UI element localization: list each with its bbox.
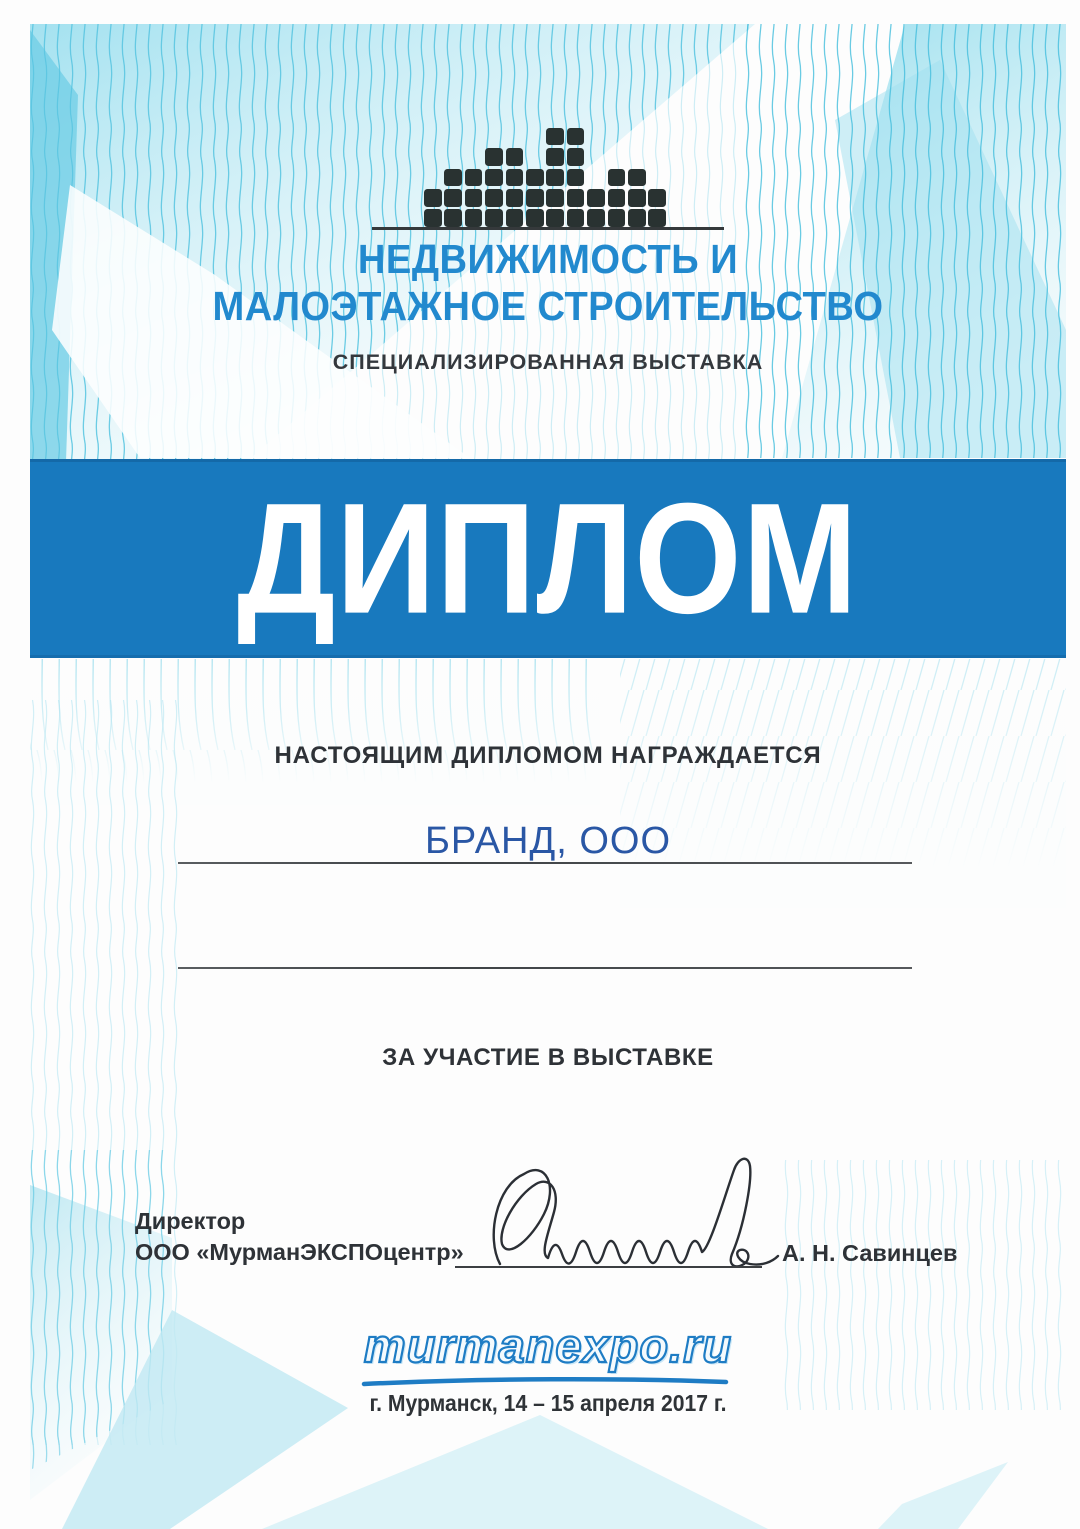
- exhibition-title-line2: МАЛОЭТАЖНОЕ СТРОИТЕЛЬСТВО: [212, 283, 884, 329]
- diploma-banner-text: ДИПЛОМ: [237, 469, 859, 647]
- secondary-underline: [178, 967, 912, 969]
- recipient-name: БРАНД, ООО: [424, 820, 672, 862]
- recipient-underline: [178, 862, 912, 864]
- signature-line: [455, 1266, 762, 1268]
- expo-logo-baseline: [372, 227, 724, 230]
- signer-position: [135, 1206, 464, 1268]
- website-underline-swoosh: [360, 1376, 730, 1388]
- exhibition-title-line1: НЕДВИЖИМОСТЬ И: [357, 236, 739, 282]
- expo-logo: [424, 123, 668, 227]
- award-lead-text: НАСТОЯЩИМ ДИПЛОМОМ НАГРАЖДАЕТСЯ: [274, 742, 822, 769]
- signer-position-line2: ООО «МурманЭКСПОцентр»: [135, 1239, 464, 1265]
- expo-logo-skyline-icon: [424, 123, 668, 227]
- event-location-date: г. Мурманск, 14 – 15 апреля 2017 г.: [369, 1390, 727, 1416]
- exhibition-subtitle: СПЕЦИАЛИЗИРОВАННАЯ ВЫСТАВКА: [332, 350, 764, 374]
- signer-position-line1: Директор: [135, 1208, 246, 1234]
- website-logo: murmanexpo.ru: [363, 1319, 733, 1372]
- signature-scrawl-icon: [452, 1152, 782, 1302]
- award-reason: ЗА УЧАСТИЕ В ВЫСТАВКЕ: [382, 1044, 714, 1071]
- diploma-banner: [30, 459, 1066, 658]
- signer-name: А. Н. Савинцев: [782, 1240, 958, 1266]
